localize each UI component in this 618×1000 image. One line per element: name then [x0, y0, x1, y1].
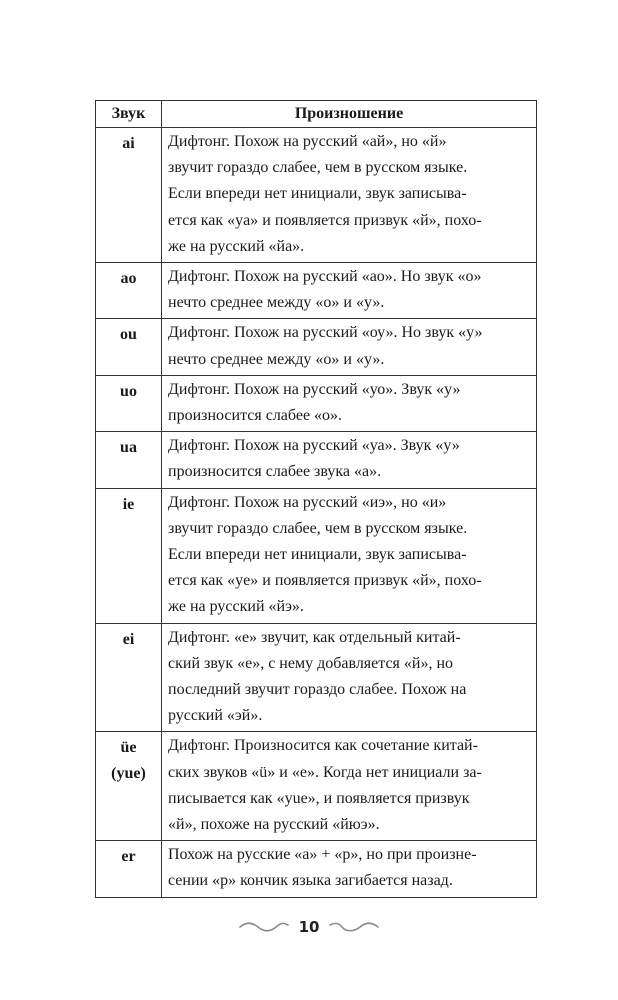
- sound-cell: [96, 732, 162, 841]
- sound-cell: [96, 488, 162, 623]
- pronunciation-text-line: русский «эй».: [168, 707, 263, 725]
- pronunciation-text-line: «й», похоже на русский «йюэ».: [168, 816, 380, 834]
- pronunciation-cell: [162, 732, 537, 841]
- pronunciation-text-line: последний звучит гораздо слабее. Похож на: [168, 681, 467, 699]
- sound-label: er: [121, 848, 136, 866]
- sound-cell: [96, 623, 162, 732]
- pronunciation-text-line: писывается как «yue», и появляется призвук: [168, 789, 470, 807]
- sound-label: ao: [120, 270, 137, 288]
- pronunciation-text-line: звучит гораздо слабее, чем в русском языке.: [168, 519, 468, 537]
- sound-cell: [96, 263, 162, 319]
- pronunciation-text-line: Дифтонг. Похож на русский «иэ», но «и»: [168, 493, 447, 511]
- sound-label: ei: [122, 630, 135, 648]
- pronunciation-text-line: ется как «ya» и появляется призвук «й», похо-: [168, 211, 482, 229]
- pronunciation-cell: [162, 375, 537, 431]
- table-row: [96, 263, 537, 319]
- sound-cell: [96, 128, 162, 263]
- sound-cell: [96, 375, 162, 431]
- pronunciation-table: [95, 100, 537, 898]
- pronunciation-cell: [162, 432, 537, 488]
- pronunciation-text-line: Дифтонг. Произносится как сочетание китай-: [168, 737, 478, 755]
- sound-label: ai: [122, 135, 135, 152]
- sound-label: ou: [120, 326, 137, 344]
- table-row: [96, 319, 537, 375]
- wave-ornament-icon: [329, 921, 379, 933]
- pronunciation-cell: [162, 488, 537, 623]
- pronunciation-text-line: сении «р» кончик языка загибается назад.: [168, 872, 453, 890]
- pronunciation-text-line: Похож на русские «а» + «р», но при произне-: [168, 846, 477, 864]
- pronunciation-text-line: Если впереди нет инициали, звук записыва-: [168, 546, 467, 564]
- header-pronunciation: Произношение: [162, 101, 537, 128]
- table-row: [96, 375, 537, 431]
- pronunciation-text-line: нечто среднее между «о» и «у».: [168, 350, 385, 368]
- pronunciation-text-line: Дифтонг. Похож на русский «оу». Но звук «у»: [168, 324, 483, 342]
- pronunciation-text-line: Если впереди нет инициали, звук записыва-: [168, 185, 467, 203]
- pronunciation-cell: [162, 128, 537, 263]
- pronunciation-text-line: Дифтонг. Похож на русский «уо». Звук «у»: [168, 380, 461, 398]
- pronunciation-text-line: Дифтонг. Похож на русский «ао». Но звук «о»: [168, 268, 482, 286]
- table-row: [96, 432, 537, 488]
- pronunciation-cell: [162, 841, 537, 897]
- sound-cell: [96, 841, 162, 897]
- table-body: [96, 128, 537, 898]
- table-header-row: [96, 101, 537, 128]
- sound-cell: [96, 319, 162, 375]
- sound-label: üe: [120, 739, 137, 757]
- sound-label: ie: [122, 495, 135, 513]
- pronunciation-text-line: нечто среднее между «о» и «у».: [168, 294, 385, 312]
- table-row: [96, 841, 537, 897]
- pronunciation-text-line: произносится слабее «о».: [168, 407, 343, 425]
- sound-label: ua: [120, 439, 137, 457]
- pronunciation-text-line: звучит гораздо слабее, чем в русском языке.: [168, 159, 468, 177]
- table-row: [96, 128, 537, 263]
- pronunciation-text-line: ется как «ye» и появляется призвук «й», похо-: [168, 572, 482, 590]
- pronunciation-cell: [162, 263, 537, 319]
- sound-label: (yue): [111, 765, 146, 783]
- sound-cell: [96, 432, 162, 488]
- wave-ornament-icon: [239, 921, 289, 933]
- pronunciation-cell: [162, 319, 537, 375]
- pronunciation-text-line: же на русский «йэ».: [168, 598, 304, 616]
- pronunciation-text-line: Дифтонг. Похож на русский «ай», но «й»: [168, 133, 447, 150]
- page-number: 10: [298, 918, 320, 936]
- pronunciation-text-line: ских звуков «ü» и «e». Когда нет инициали за-: [168, 763, 482, 781]
- pronunciation-text-line: произносится слабее звука «а».: [168, 463, 382, 481]
- pronunciation-text-line: Дифтонг. «e» звучит, как отдельный китай-: [168, 628, 461, 646]
- table-row: [96, 488, 537, 623]
- header-sound: Звук: [96, 101, 162, 128]
- table-row: [96, 732, 537, 841]
- pronunciation-text-line: Дифтонг. Похож на русский «уа». Звук «у»: [168, 437, 460, 455]
- page-footer: [0, 912, 618, 942]
- table-row: [96, 623, 537, 732]
- pronunciation-text-line: же на русский «йа».: [168, 237, 305, 255]
- pronunciation-text-line: ский звук «e», с нему добавляется «й», но: [168, 654, 454, 672]
- pronunciation-cell: [162, 623, 537, 732]
- sound-label: uo: [120, 382, 137, 400]
